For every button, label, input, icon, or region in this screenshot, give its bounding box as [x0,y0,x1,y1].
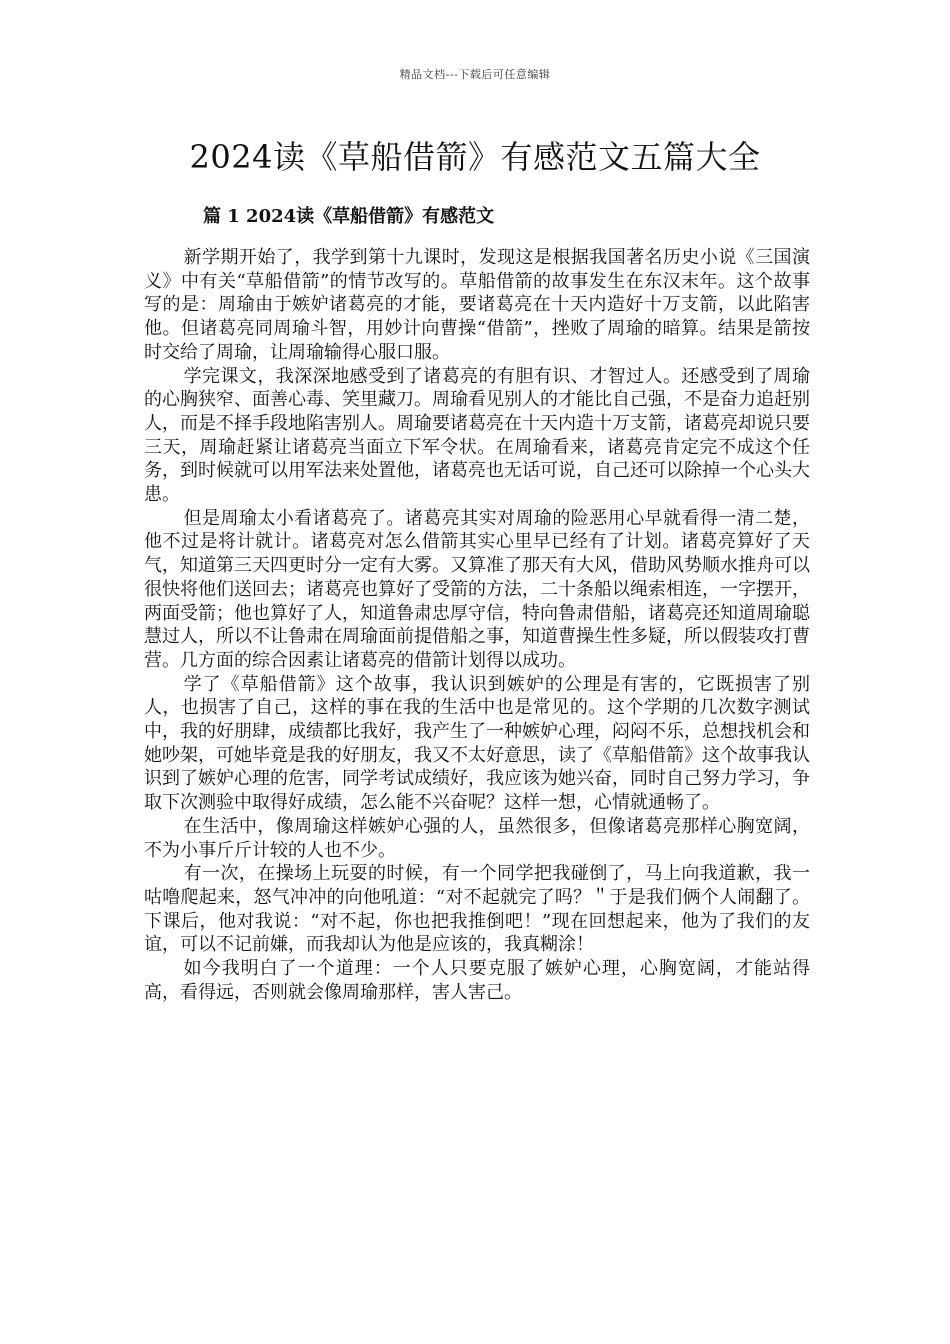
document-title: 2024读《草船借箭》有感范文五篇大全 [189,138,761,176]
paragraph: 如今我明白了一个道理：一个人只要克服了嫉妒心理，心胸宽阔，才能站得高，看得远，否则就会像周瑜那样，害人害己。 [144,958,810,1003]
paragraph: 但是周瑜太小看诸葛亮了。诸葛亮其实对周瑜的险恶用心早就看得一清二楚，他不过是将计就计。诸葛亮对怎么借箭其实心里早已经有了计划。诸葛亮算好了天气，知道第三天四更时分一定有大雾。又算准了那天有大风，借助风势顺水推舟可以很快将他们送回去；诸葛亮也算好了受箭的方法，二十条船以绳索相连，一字摆开，两面受箭；他也算好了人，知道鲁肃忠厚守信，特向鲁肃借船，诸葛亮还知道周瑜聪慧过人，所以不让鲁肃在周瑜面前提借船之事，知道曹操生性多疑，所以假装攻打曹营。几方面的综合因素让诸葛亮的借箭计划得以成功。 [144,507,810,671]
paragraph: 学完课文，我深深地感受到了诸葛亮的有胆有识、才智过人。还感受到了周瑜的心胸狭窄、面善心毒、笑里藏刀。周瑜看见别人的才能比自己强，不是奋力追赶别人，而是不择手段地陷害别人。周瑜要诸葛亮在十天内造十万支箭，诸葛亮却说只要三天，周瑜赶紧让诸葛亮当面立下军令状。在周瑜看来，诸葛亮肯定完不成这个任务，到时候就可以用军法来处置他，诸葛亮也无话可说，自己还可以除掉一个心头大患。 [144,365,810,506]
running-header: 精品文档---下载后可任意编辑 [399,68,551,81]
body-text [144,246,810,1005]
paragraph: 新学期开始了，我学到第十九课时，发现这是根据我国著名历史小说《三国演义》中有关“草船借箭”的情节改写的。草船借箭的故事发生在东汉末年。这个故事写的是：周瑜由于嫉妒诸葛亮的才能，要诸葛亮在十天内造好十万支箭，以此陷害他。但诸葛亮同周瑜斗智，用妙计向曹操“借箭”，挫败了周瑜的暗算。结果是箭按时交给了周瑜，让周瑜输得心服口服。 [144,247,810,363]
paragraph: 学了《草船借箭》这个故事，我认识到嫉妒的公理是有害的，它既损害了别人，也损害了自己，这样的事在我的生活中也是常见的。这个学期的几次数字测试中，我的好朋肆，成绩都比我好，我产生了一种嫉妒心理，闷闷不乐，总想找机会和她吵架，可她毕竟是我的好朋友，我又不太好意思，读了《草船借箭》这个故事我认识到了嫉妒心理的危害，同学考试成绩好，我应该为她兴奋，同时自己努力学习，争取下次测验中取得好成绩，怎么能不兴奋呢？这样一想，心情就通畅了。 [144,673,810,814]
section-heading: 篇 1 2024读《草船借箭》有感范文 [203,206,495,227]
paragraph: 在生活中，像周瑜这样嫉妒心强的人，虽然很多，但像诸葛亮那样心胸宽阔，不为小事斤斤计较的人也不少。 [144,815,810,861]
paragraph: 有一次，在操场上玩耍的时候，有一个同学把我碰倒了，马上向我道歉，我一咕噜爬起来，怒气冲冲的向他吼道：“对不起就完了吗？＂于是我们俩个人闹翻了。下课后，他对我说：“对不起，你也把我推倒吧！”现在回想起来，他为了我们的友谊，可以不记前嫌，而我却认为他是应该的，我真糊涂！ [144,863,810,956]
